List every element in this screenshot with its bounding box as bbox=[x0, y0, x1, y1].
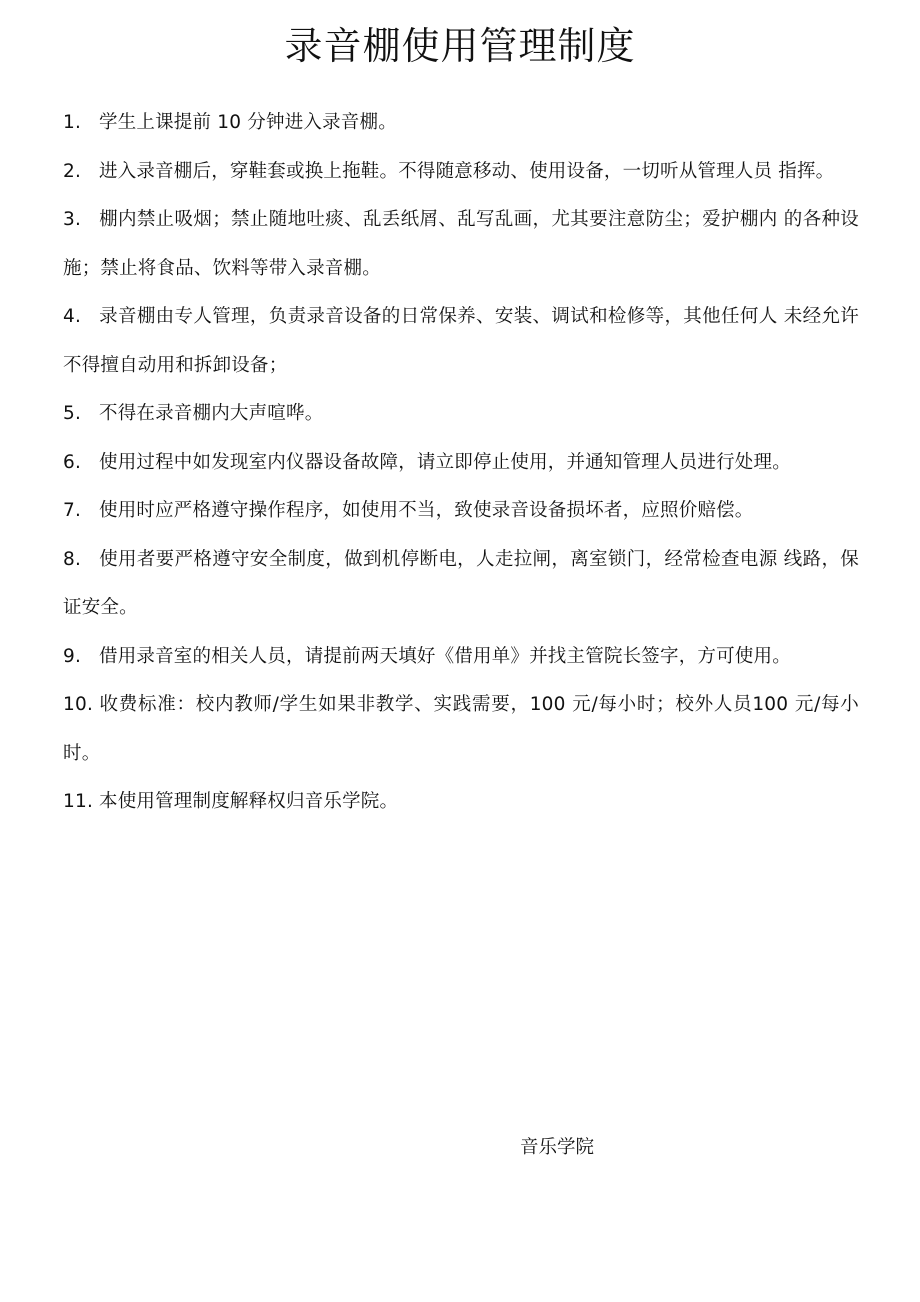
rule-text: 使用时应严格遵守操作程序，如使用不当，致使录音设备损坏者，应照价赔偿。 bbox=[99, 500, 754, 521]
rule-number: 3. bbox=[63, 209, 82, 230]
rule-number: 8. bbox=[63, 548, 82, 570]
rule-number: 5. bbox=[63, 403, 82, 424]
rule-text: 使用过程中如发现室内仪器设备故障，请立即停止使用，并通知管理人员进行处理。 bbox=[99, 451, 791, 473]
rule-item bbox=[63, 99, 859, 148]
rule-number: 11. bbox=[63, 791, 94, 812]
page-title: 录音棚使用管理制度 bbox=[284, 24, 636, 68]
rule-text: 收费标准：校内教师/学生如果非教学、实践需要，100 元/每小时；校外人员100 元/每小时。 bbox=[63, 694, 859, 764]
rule-number: 2. bbox=[63, 160, 82, 182]
rule-text: 借用录音室的相关人员，请提前两天填好《借用单》并找主管院长签字，方可使用。 bbox=[99, 645, 791, 667]
rule-text: 录音棚由专人管理，负责录音设备的日常保养、安装、调试和检修等，其他任何人 未经允许不得擅自动用和拆卸设备； bbox=[63, 306, 859, 376]
rule-number: 4. bbox=[63, 306, 82, 327]
rule-number: 9. bbox=[63, 645, 82, 667]
rule-item bbox=[63, 536, 859, 633]
rule-text: 不得在录音棚内大声喧哗。 bbox=[99, 403, 324, 424]
rule-text: 本使用管理制度解释权归音乐学院。 bbox=[99, 791, 399, 812]
rule-text: 进入录音棚后，穿鞋套或换上拖鞋。不得随意移动、使用设备，一切听从管理人员 指挥。 bbox=[99, 160, 835, 182]
rule-item bbox=[63, 390, 859, 439]
rule-item bbox=[63, 439, 859, 488]
rule-item bbox=[63, 633, 859, 682]
rule-item bbox=[63, 778, 859, 827]
rule-text: 棚内禁止吸烟；禁止随地吐痰、乱丢纸屑、乱写乱画，尤其要注意防尘；爱护棚内 的各种设施；禁止将食品、饮料等带入录音棚。 bbox=[63, 209, 859, 279]
rule-text: 使用者要严格遵守安全制度，做到机停断电，人走拉闸，离室锁门，经常检查电源 线路，保证安全。 bbox=[63, 548, 859, 618]
rule-number: 6. bbox=[63, 451, 82, 473]
rules-list bbox=[63, 99, 859, 827]
rule-item bbox=[63, 196, 859, 293]
rule-text: 学生上课提前 10 分钟进入录音棚。 bbox=[99, 112, 397, 133]
rule-item bbox=[63, 681, 859, 778]
rule-item bbox=[63, 293, 859, 390]
rule-number: 1. bbox=[63, 112, 82, 133]
rule-number: 7. bbox=[63, 500, 82, 521]
rule-number: 10. bbox=[63, 694, 94, 715]
signature: 音乐学院 bbox=[520, 1137, 595, 1158]
rule-item bbox=[63, 487, 859, 536]
rule-item bbox=[63, 148, 859, 197]
